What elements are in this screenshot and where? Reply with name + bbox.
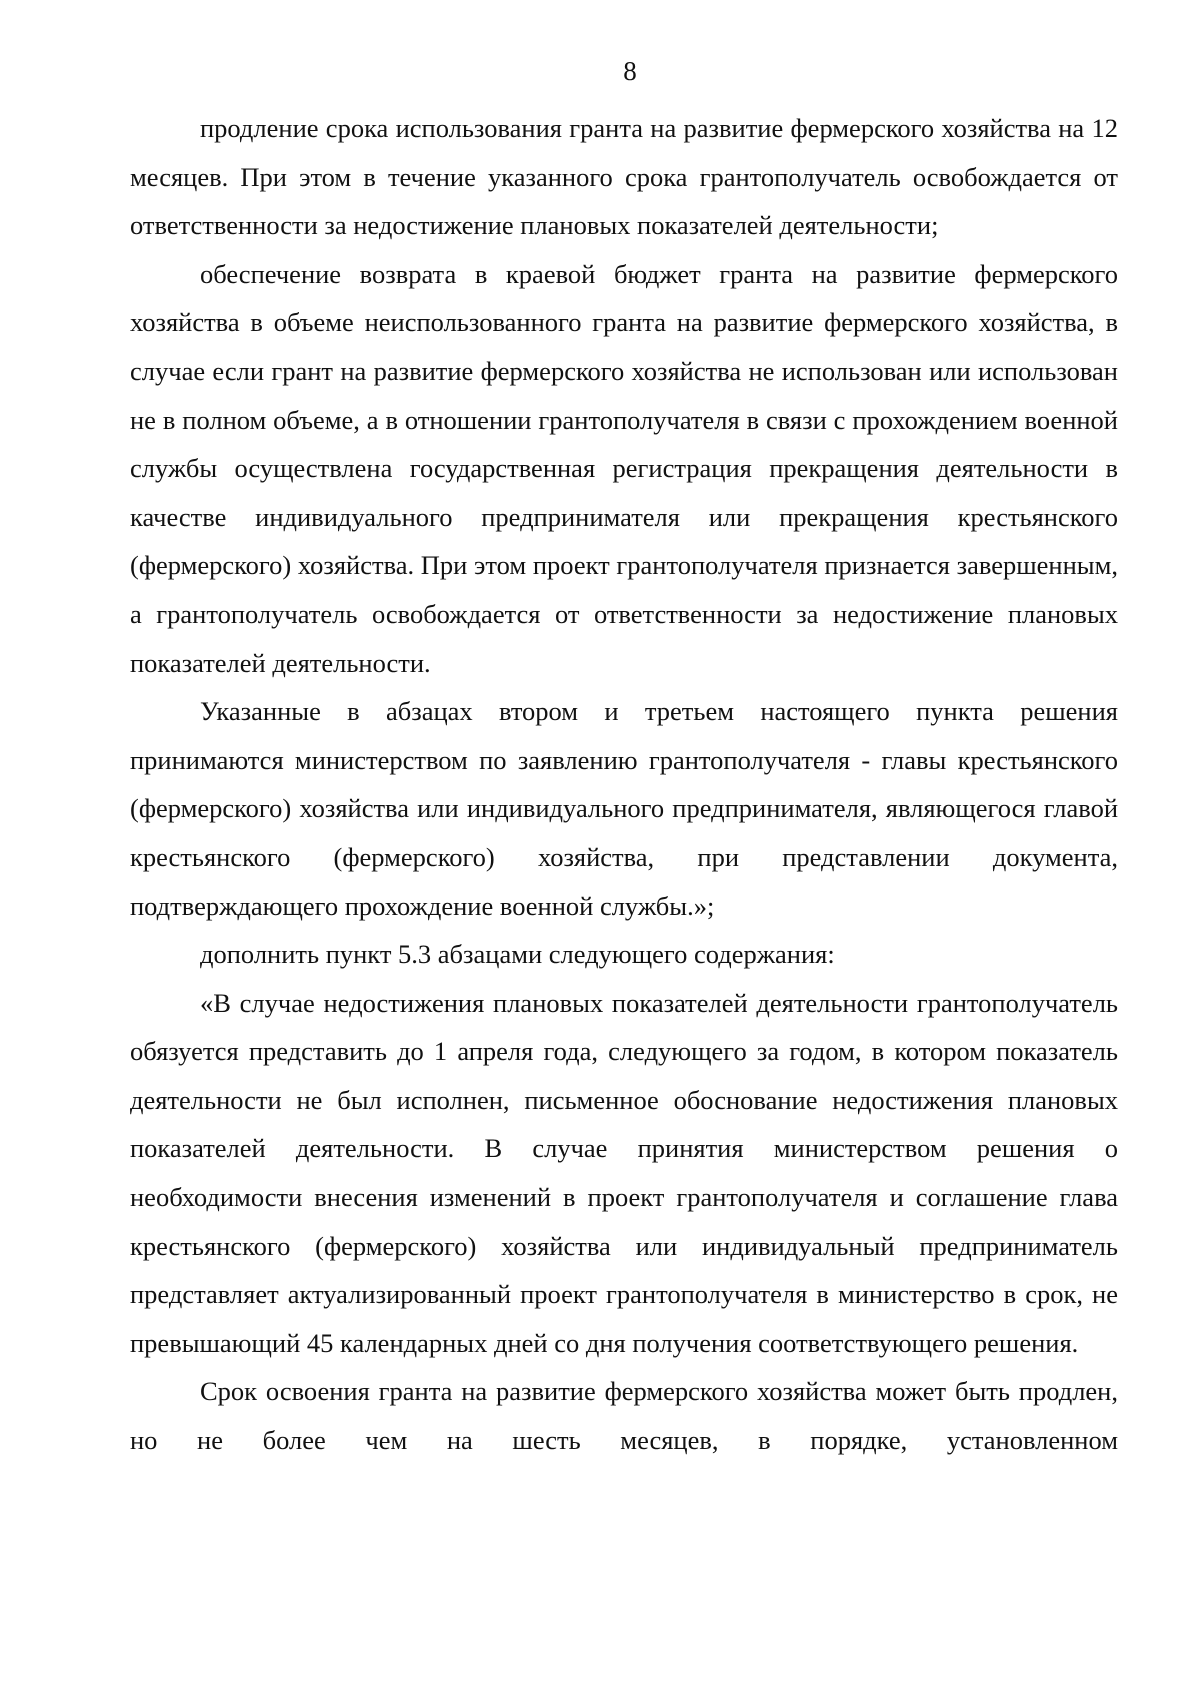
paragraph-decisions: Указанные в абзацах втором и третьем настоящего пункта решения принимаются министерством по заявлению грантополучателя - главы крестьянского (фермерского) хозяйства или индивидуального предпринимателя, являющегося главой крестьянского (фермерского) хозяйства, при представлении документа, подтверждающего прохождение военной службы.»; <box>130 696 1118 921</box>
paragraph-grant-extension: продление срока использования гранта на развитие фермерского хозяйства на 12 месяцев. При этом в течение указанного срока грантополучатель освобождается от ответственности за недостижение плановых показателей деятельности; <box>130 113 1118 241</box>
paragraph-grant-return: обеспечение возврата в краевой бюджет гранта на развитие фермерского хозяйства в объеме неиспользованного гранта на развитие фермерского хозяйства, в случае если грант на развитие фермерского хозяйства не использован или использован не в полном объеме, а в отношении грантополучателя в связи с прохождением военной службы осуществлена государственная регистрация прекращения деятельности в качестве индивидуального предпринимателя или прекращения крестьянского (фермерского) хозяйства. При этом проект грантополучателя признается завершенным, а грантополучатель освобождается от ответственности за недостижение плановых показателей деятельности. <box>130 258 1118 678</box>
paragraph-term-extension: Срок освоения гранта на развитие фермерского хозяйства может быть продлен, но не более чем на шесть месяцев, в порядке, установленном <box>130 1376 1118 1456</box>
page-number: 8 <box>623 56 637 86</box>
paragraph-amend-clause: дополнить пункт 5.3 абзацами следующего содержания: <box>200 939 835 970</box>
paragraph-non-achievement: «В случае недостижения плановых показателей деятельности грантополучатель обязуется представить до 1 апреля года, следующего за годом, в котором показатель деятельности не был исполнен, письменное обоснование недостижения плановых показателей деятельности. В случае принятия министерством решения о необходимости внесения изменений в проект грантополучателя и соглашение глава крестьянского (фермерского) хозяйства или индивидуальный предприниматель представляет актуализированный проект грантополучателя в министерство в срок, не превышающий 45 календарных дней со дня получения соответствующего решения. <box>130 987 1118 1358</box>
document-body <box>130 104 1118 1465</box>
